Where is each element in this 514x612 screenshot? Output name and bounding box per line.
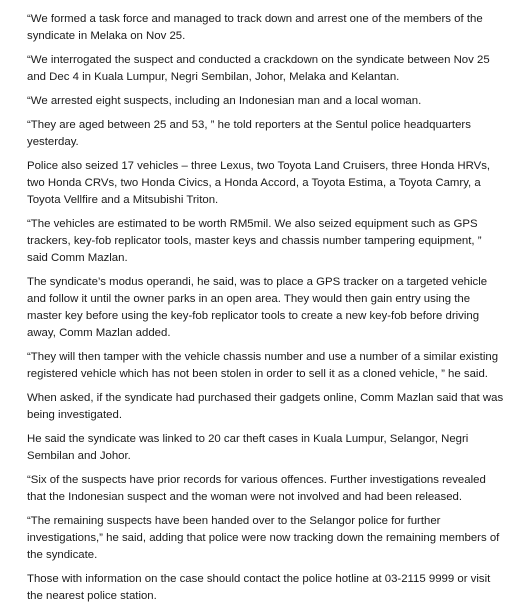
paragraph-hotline: Those with information on the case should contact the police hotline at 03-2115 9999 or visit the nearest police station.	[27, 573, 491, 602]
paragraph-modus-operandi: The syndicate’s modus operandi, he said, was to place a GPS tracker on a targeted vehicle and follow it until the owner parks in an open area. They would then gain entry using the master key before using the key-fob replicator tools to create a new key-fob before driving away, Comm Mazlan added.	[27, 276, 488, 339]
paragraph-seized-vehicles: Police also seized 17 vehicles – three Lexus, two Toyota Land Cruisers, three Honda HRVs, two Honda CRVs, two Honda Civics, a Honda Accord, a Toyota Estima, a Toyota Camry, a Toyota Vellfire and a Mitsubishi Triton.	[27, 160, 491, 206]
paragraph-gadgets-online: When asked, if the syndicate had purchased their gadgets online, Comm Mazlan said that was being investigated.	[27, 392, 504, 421]
paragraph-linked-cases: He said the syndicate was linked to 20 car theft cases in Kuala Lumpur, Selangor, Negri Sembilan and Johor.	[27, 433, 469, 462]
paragraph-arrests: “We arrested eight suspects, including an Indonesian man and a local woman.	[27, 95, 422, 107]
paragraph-handed-over: “The remaining suspects have been handed over to the Selangor police for further investigations,” he said, adding that police were now tracking down the remaining members of the syndicate.	[27, 515, 500, 561]
paragraph-prior-records: “Six of the suspects have prior records for various offences. Further investigations revealed that the Indonesian suspect and the woman were not involved and had been released.	[27, 474, 486, 503]
paragraph-chassis-tampering: “They will then tamper with the vehicle chassis number and use a number of a similar existing registered vehicle which has not been stolen in order to sell it as a cloned vehicle, ” he said.	[27, 351, 499, 380]
paragraph-crackdown: “We interrogated the suspect and conducted a crackdown on the syndicate between Nov 25 and Dec 4 in Kuala Lumpur, Negri Sembilan, Johor, Melaka and Kelantan.	[27, 54, 490, 83]
paragraph-vehicle-value: “The vehicles are estimated to be worth RM5mil. We also seized equipment such as GPS trackers, key-fob replicator tools, master keys and chassis number tampering equipment, ” said Comm Mazlan.	[27, 218, 482, 264]
paragraph-suspect-ages: “They are aged between 25 and 53, ” he told reporters at the Sentul police headquarters yesterday.	[27, 119, 471, 148]
paragraph-task-force: “We formed a task force and managed to track down and arrest one of the members of the syndicate in Melaka on Nov 25.	[27, 13, 483, 42]
